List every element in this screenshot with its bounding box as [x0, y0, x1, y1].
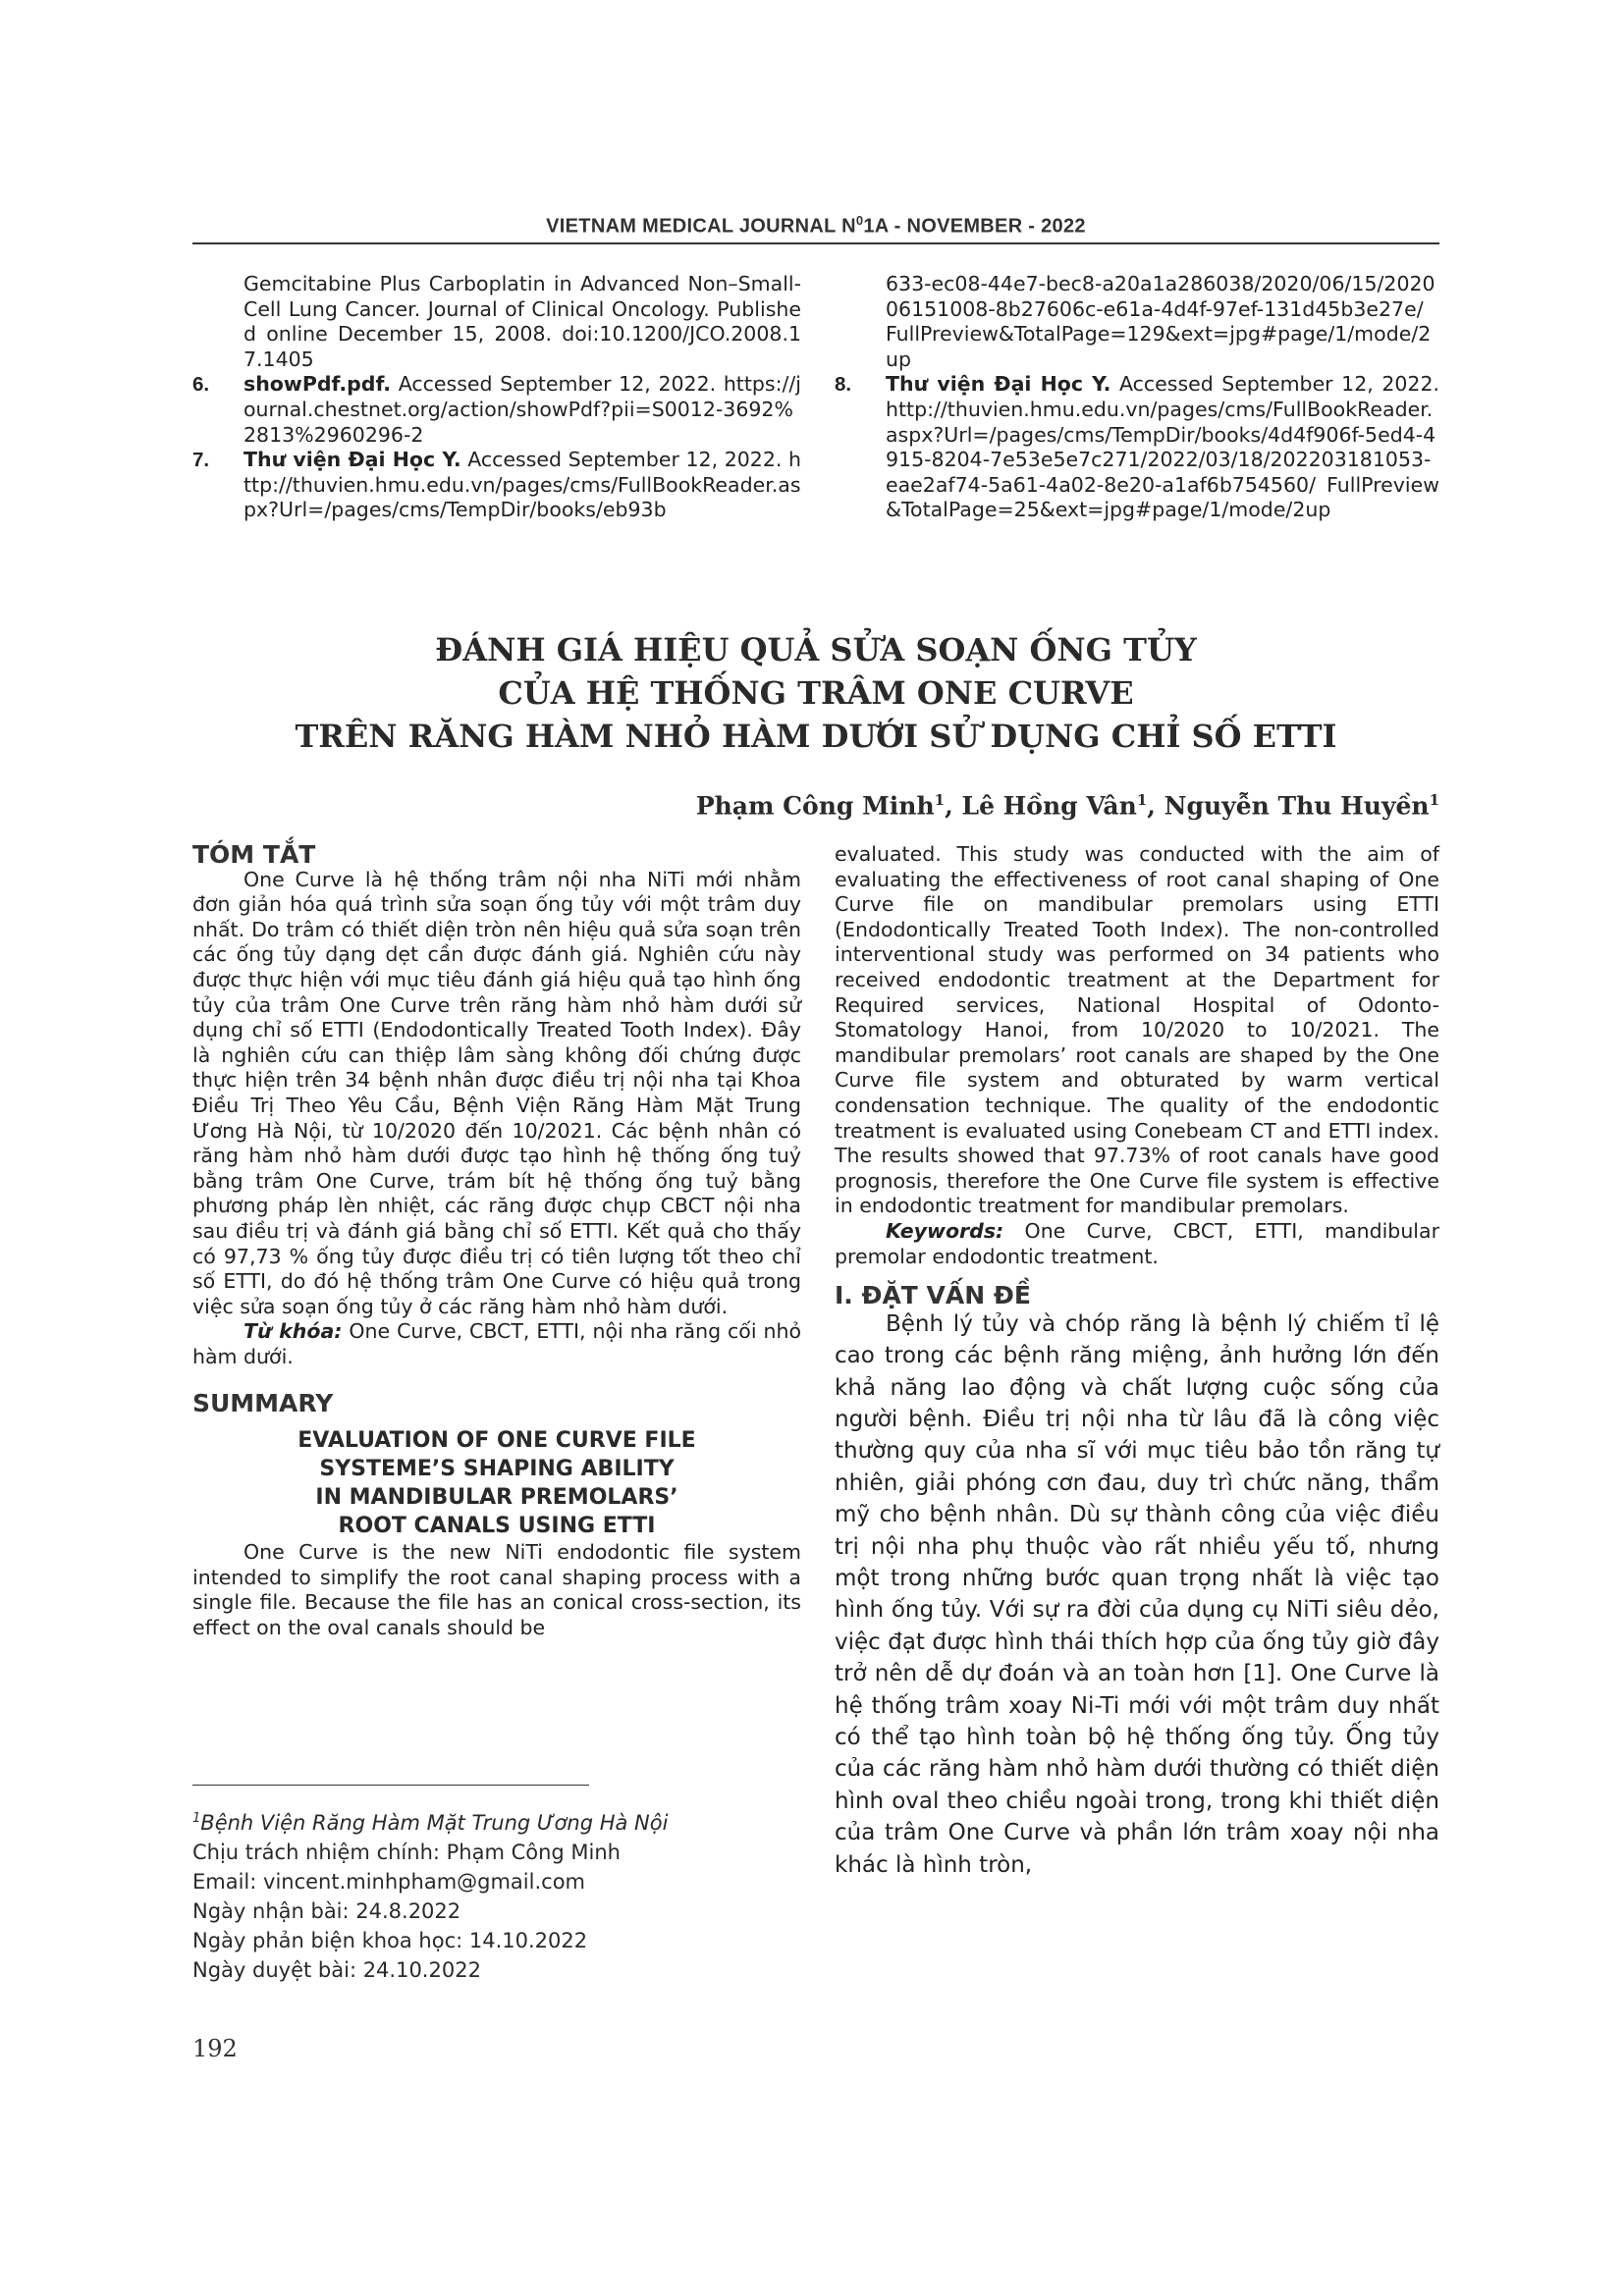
intro-heading: I. ĐẶT VẤN ĐỀ [835, 1281, 1031, 1310]
footnote-rule [192, 1785, 589, 1786]
summary-heading: SUMMARY [192, 1389, 334, 1418]
right-column [835, 842, 1439, 1881]
references-left [192, 272, 801, 523]
footnote-received: Ngày nhận bài: 24.8.2022 [192, 1899, 461, 1923]
running-header: VIETNAM MEDICAL JOURNAL $N^01A$ - NOVEMBER - 2022 [546, 213, 1086, 238]
footnotes [192, 1804, 801, 1985]
summary-body-right: evaluated. This study was conducted with the aim of evaluating the effectiveness of root canal shaping of One Curve file on mandibular premolars using ETTI (Endodontically Treated Tooth Index). The non-controlled interventional study was performed on 34 patients who received endodontic treatment at the Department for Required services, National Hospital of Odonto-Stomatology Hanoi, from 10/2020 to 10/2021. The mandibular premolars’ root canals are shaped by the One Curve file system and obturated by warm vertical condensation technique. The quality of the endodontic treatment is evaluated using Conebeam CT and ETTI index. The results showed that 97.73% of root canals have good prognosis, therefore the One Curve file system is effective in endodontic treatment for mandibular premolars. [835, 842, 1439, 1218]
footnote-affiliation: $^1$Bệnh Viện Răng Hàm Mặt Trung Ương Hà Nội [192, 1811, 669, 1835]
header-rule [192, 242, 1439, 244]
keywords-vi: Từ khóa: One Curve, CBCT, ETTI, nội nha răng cối nhỏ hàm dưới. [192, 1319, 802, 1368]
reference-8: 8. Thư viện Đại Học Y. Accessed September 12, 2022. http://thuvien.hmu.edu.vn/pages/cms/FullBookReader.aspx?Url=/pages/cms/TempDir/books/4d4f906f-5ed4-4915-8204-7e53e5e7c271/2022/03/18/202203181053-eae2af74-5a61-4a02-8e20-a1af6b754560/ FullPreview&TotalPage=25&ext=jpg#page/1/mode/2up [835, 372, 1439, 522]
abstract-heading: TÓM TẮT [192, 840, 316, 869]
summary-title: EVALUATION OF ONE CURVE FILE SYSTEME’S SHAPING ABILITY IN MANDIBULAR PREMOLARS’ ROOT CANALS USING ETTI [298, 1428, 696, 1539]
reference-6: 6. showPdf.pdf. Accessed September 12, 2022. https://journal.chestnet.org/action/showPdf?pii=S0012-3692%2813%2960296-2 [192, 372, 801, 447]
footnote-email: Email: vincent.minhpham@gmail.com [192, 1870, 585, 1894]
page-number: 192 [192, 2035, 238, 2062]
reference-7-continued: 633-ec08-44e7-bec8-a20a1a286038/2020/06/15/202006151008-8b27606c-e61a-4d4f-97ef-131d45b3e27e/ FullPreview&TotalPage=129&ext=jpg#page/1/mode/2up [886, 272, 1435, 371]
left-column [192, 842, 801, 1640]
footnote-responsible: Chịu trách nhiệm chính: Phạm Công Minh [192, 1841, 621, 1864]
abstract-vi-body: One Curve là hệ thống trâm nội nha NiTi mới nhằm đơn giản hóa quá trình sửa soạn ống tủy với một trâm duy nhất. Do trâm có thiết diện tròn nên hiệu quả sửa soạn trên các ống tủy dạng dẹt cần được đánh giá. Nghiên cứu này được thực hiện với mục tiêu đánh giá hiệu quả tạo hình ống tủy của trâm One Curve trên răng hàm nhỏ hàm dưới sử dụng chỉ số ETTI (Endodontically Treated Tooth Index). Đây là nghiên cứu can thiệp lâm sàng không đối chứng được thực hiện trên 34 bệnh nhân được điều trị nội nha tại Khoa Điều Trị Theo Yêu Cầu, Bệnh Viện Răng Hàm Mặt Trung Ương Hà Nội, từ 10/2020 đến 10/2021. Các bệnh nhân có răng hàm nhỏ hàm dưới được tạo hình hệ thống ống tuỷ bằng trâm One Curve, trám bít hệ thống ống tuỷ bằng phương pháp lèn nhiệt, các răng được chụp CBCT nội nha sau điều trị và đánh giá bằng chỉ số ETTI. Kết quả cho thấy có 97,73 % ống tủy được điều trị có tiên lượng tốt theo chỉ số ETTI, do đó hệ thống trâm One Curve có hiệu quả trong việc sửa soạn ống tủy ở các răng hàm nhỏ hàm dưới. [192, 867, 801, 1318]
intro-body: Bệnh lý tủy và chóp răng là bệnh lý chiếm tỉ lệ cao trong các bệnh răng miệng, ảnh hưởng lớn đến khả năng lao động và chất lượng cuộc sống của người bệnh. Điều trị nội nha từ lâu đã là công việc thường quy của nha sĩ với mục tiêu bảo tồn răng tự nhiên, giải phóng cơn đau, duy trì chức năng, thẩm mỹ cho bệnh nhân. Dù sự thành công của việc điều trị nội nha phụ thuộc vào rất nhiều yếu tố, nhưng một trong những bước quan trọng nhất là việc tạo hình ống tủy. Với sự ra đời của dụng cụ NiTi siêu dẻo, việc đạt được hình thái thích hợp của ống tủy giờ đây trở nên dễ dự đoán và an toàn hơn [1]. One Curve là hệ thống trâm xoay Ni-Ti mới với một trâm duy nhất có thể tạo hình toàn bộ hệ thống ống tủy. Ống tủy của các răng hàm nhỏ hàm dưới thường có thiết diện hình oval theo chiều ngoài trong, trong khi thiết diện của trâm One Curve và phần lớn trâm xoay nội nha khác là hình tròn, [835, 1310, 1439, 1878]
keywords-en: Keywords: One Curve, CBCT, ETTI, mandibular premolar endodontic treatment. [835, 1218, 1439, 1268]
reference-5-continued: Gemcitabine Plus Carboplatin in Advanced Non–Small-Cell Lung Cancer. Journal of Clinical Oncology. Published online December 15, 2008. doi:10.1200/JCO.2008.17.1405 [244, 272, 801, 371]
references-right [835, 272, 1439, 523]
author-list: Phạm Công Minh$^1$, Lê Hồng Vân$^1$, Nguyễn Thu Huyền$^1$ [695, 791, 1439, 821]
summary-body-left: One Curve is the new NiTi endodontic file system intended to simplify the root canal shaping process with a single file. Because the file has an conical cross-section, its effect on the oval canals should be [192, 1540, 801, 1639]
footnote-reviewed: Ngày phản biện khoa học: 14.10.2022 [192, 1929, 588, 1952]
footnote-accepted: Ngày duyệt bài: 24.10.2022 [192, 1958, 481, 1982]
article-title: ĐÁNH GIÁ HIỆU QUẢ SỬA SOẠN ỐNG TỦY CỦA HỆ THỐNG TRÂM ONE CURVE TRÊN RĂNG HÀM NHỎ HÀM DƯỚI SỬ DỤNG CHỈ SỐ ETTI [295, 631, 1337, 755]
reference-7: 7. Thư viện Đại Học Y. Accessed September 12, 2022. http://thuvien.hmu.edu.vn/pages/cms/FullBookReader.aspx?Url=/pages/cms/TempDir/books/eb93b [192, 448, 801, 522]
